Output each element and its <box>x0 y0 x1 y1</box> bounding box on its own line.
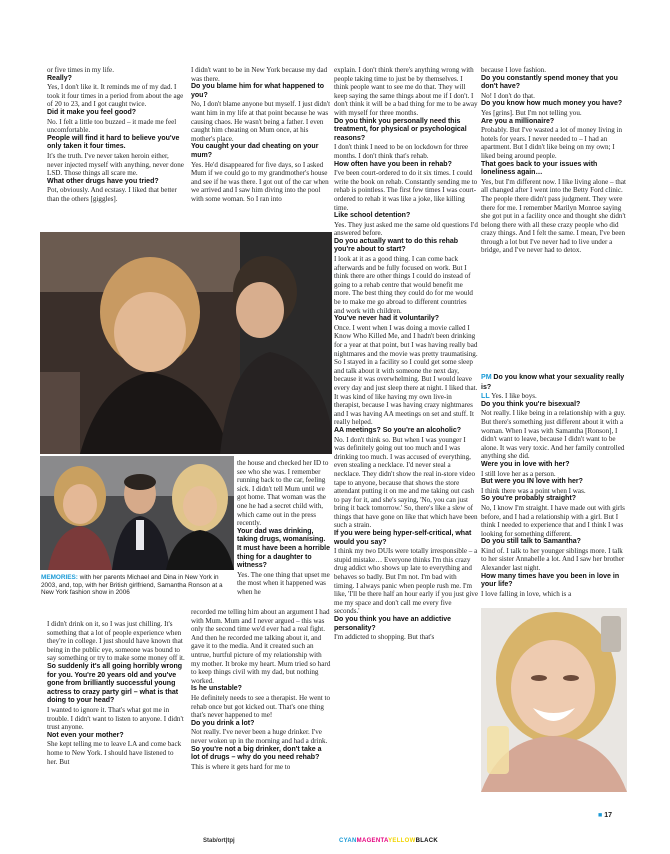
interview-question: Not even your mother? <box>47 731 124 739</box>
interview-question: AA meetings? So you're an alcoholic? <box>334 426 462 434</box>
caption-text: with her parents Michael and Dina in New York in 2003, and, top, with her British girlfriend, Samantha Ronson at a New York fashion show in 2006 <box>41 574 223 597</box>
speaker-initials: LL <box>481 392 490 401</box>
footer-cyan: CYAN <box>339 838 357 844</box>
interview-question: People will find it hard to believe you've only taken it four times. <box>47 134 180 151</box>
interview-answer: It's the truth. I've never taken heroin either, never injected myself with anything, never done LSD. Those things all scare me. <box>47 151 184 178</box>
interview-question: But were you IN love with her? <box>481 478 583 486</box>
interview-answer: or five times in my life. <box>47 66 114 74</box>
interview-answer: Not really. I like being in a relationship with a guy. But there's something just different about it with a woman. When I was with Samantha [Ronson], I didn't want to leave, because I didn't want to be alone. It was very toxic. And her family controlled anything she did. <box>481 409 626 461</box>
speaker-initials: PM <box>481 373 492 381</box>
interview-answer: Yes [grins]. But I'm not telling you. <box>481 108 582 117</box>
footer-slug <box>203 838 235 844</box>
interview-question: You caught your dad cheating on your mum? <box>191 143 319 159</box>
footer-yellow: YELLOW <box>388 838 416 844</box>
article-column-1-top <box>47 66 185 204</box>
interview-answer: I've been court-ordered to do it six times. I could write the book on rehab. Constantly sending me to rehab is pointless. The first few times I was court-ordered to rehab it was like a joke, like killing time. <box>334 169 478 212</box>
interview-answer: Pot, obviously. And ecstasy. I liked that better than the others [giggles]. <box>47 186 177 203</box>
interview-question: Do you constantly spend money that you don't have? <box>481 74 618 91</box>
interview-answer: I wanted to ignore it. That's what got me in trouble. I didn't want to listen to anyone. I didn't trust anyone. <box>47 705 184 732</box>
interview-answer: Yes. He'd disappeared for five days, so I asked Mum if we could go to my grandmother's house and see if he was there. I got out of the car when we arrived and I saw him diving into the pool with some woman. So I ran into <box>191 160 329 203</box>
interview-answer: Yes. They just asked me the same old questions I'd answered before. <box>334 220 478 238</box>
footer-cmyk <box>339 838 438 844</box>
interview-answer: He definitely needs to see a therapist. He went to rehab once but got kicked out. That's one thing that's never happened to me! <box>191 693 331 720</box>
interview-answer: Once. I went when I was doing a movie called I Know Who Killed Me, and I hadn't been drinking for a year at that point, but I was having really bad nightmares and the movie was pretty traumatising. So I stayed in a facility so I could get some sleep and talk about it with someone the next day, because it was overwhelming. But I would leave every day and just sleep there at night. I liked that. It was kind of like having my own live-in therapist, because I was having crazy nightmares and I was having AA meetings on set and stuff. It really helped. <box>334 323 478 427</box>
interview-answer: Yes, I don't like it. It reminds me of my dad. I took it four times in a period from about the age of 20 to 23, and I got caught twice. <box>47 83 184 109</box>
interview-question: Is he unstable? <box>191 685 242 693</box>
interviewee-answer <box>481 392 627 401</box>
interview-question: Were you in love with her? <box>481 460 570 468</box>
interview-question: What other drugs have you tried? <box>47 177 159 185</box>
photo-family <box>40 456 234 570</box>
photo-fashion-show-image <box>40 232 332 454</box>
interview-question: Do you still talk to Samantha? <box>481 538 581 546</box>
interview-question: So you're probably straight? <box>481 495 577 503</box>
interviewer-question <box>481 373 627 392</box>
interview-answer: This is where it gets hard for me to <box>191 762 291 771</box>
interview-question: Do you actually want to do this rehab you're about to start? <box>334 237 459 254</box>
interview-question: If you were being hyper-self-critical, what would you say? <box>334 530 472 546</box>
article-column-3 <box>334 66 478 642</box>
interview-question: Do you think you personally need this treatment, for physical or psychological reasons? <box>334 117 467 142</box>
interview-answer: Yes, but I'm different now. I like living alone – that all changed after I went into the Betty Ford clinic. The people there didn't pass judgment. They were there for me. I remember Marilyn Monroe saying she got put in a facility once and thought she didn't belong there with all these crazy people who did crazy things. And I felt the same. I mean, I've been through a lot but I've never had to live under a bridge, and I've never had to detox. <box>481 177 626 255</box>
interview-question: Do you drink a lot? <box>191 719 255 727</box>
photo-fashion-show <box>40 232 332 454</box>
photo-laughing-image <box>481 608 627 792</box>
footer-slug-text: Stab/ort|tpj <box>203 838 235 844</box>
caption-label: MEMORIES: <box>41 574 78 581</box>
interview-answer: I think my two DUIs were totally irresponsible – a stupid mistake… Everyone thinks I'm this crazy drug addict who shows up late to everything and behaves so badly. But I'm not. I'm bad with timing. I always panic when people rush me. I'm like, 'I'll be there half an hour early if you just give me my space and don't call me every five seconds.' <box>334 547 478 616</box>
speaker-text: Yes. I like boys. <box>491 392 537 401</box>
article-column-2-top <box>191 66 331 204</box>
footer-black: BLACK <box>415 838 439 844</box>
interview-answer: because I love fashion. <box>481 66 547 74</box>
interview-answer: the house and checked her ID to see who she was. I remember running back to the car, feeling sick. I didn't tell Mum until we got home. That woman was the one he had a secret child with, which came out in the press recently. <box>237 459 329 528</box>
interview-answer: No. I felt a little too buzzed – it made me feel uncomfortable. <box>47 117 177 135</box>
interview-answer: No. I don't think so. But when I was younger I was definitely going out too much and I was drinking too much. I was accused of everything, even stealing a necklace. I'd never steal a necklace. They didn't show the real in-store video tape to anyone, because that shows the store attendant putting it on me and me taking out cash to pay for it, and she's saying, 'No, you can just bring it back tomorrow.' So, there's like a slew of things that have gone on like that which have been such a strain. <box>334 435 478 530</box>
interview-question: Do you know how much money you have? <box>481 100 623 108</box>
photo-family-image <box>40 456 234 570</box>
interview-answer: I don't think I need to be on lockdown for three months. I don't think that's rehab. <box>334 143 469 160</box>
interview-question: Are you a millionaire? <box>481 117 555 125</box>
interview-answer: I look at it as a good thing. I can come back afterwards and be fully focused on work. But I think there are other things I could do instead of going to a rehab centre that would benefit me more. The best thing they could do for me would be to make me go abroad to different countries and work with children. <box>334 255 473 315</box>
page-number <box>598 812 612 819</box>
interview-question: How often have you been in rehab? <box>334 160 452 168</box>
interview-question: Do you think you have an addictive personality? <box>334 616 452 632</box>
interview-answer: I'm addicted to shopping. But that's <box>334 633 435 642</box>
interview-answer: explain. I don't think there's anything wrong with people taking time to just be by themselves. I think people want to see me do that. They will keep saying the same things about me if I don't. I don't think it will be a bad thing for me to be away with myself for three months. <box>334 66 478 117</box>
interview-question: So suddenly it's all going horribly wrong for you. You're 20 years old and you've gone from brilliantly successful young actress to crazy party girl – what is that doing to your head? <box>47 662 183 705</box>
interview-answer: No! I don't do that. <box>481 91 535 100</box>
interview-question: Do you think you're bisexual? <box>481 400 581 408</box>
interview-answer: She kept telling me to leave LA and come back home to New York. I should have listened to her. But <box>47 740 182 766</box>
page-number-text: 17 <box>604 812 612 819</box>
interview-answer: No, I don't blame anyone but myself. I just didn't want him in my life at that point because he was causing chaos. He wasn't being a father. I even caught him cheating on Mum once, at his mother's place. <box>191 100 331 143</box>
interview-question: Do you blame him for what happened to you? <box>191 83 325 99</box>
interview-question: So you're not a big drinker, don't take a lot of drugs – why do you need rehab? <box>191 745 322 762</box>
interview-answer: Kind of. I talk to her younger siblings more. I talk to her sister Annabelle a lot. And I saw her brother Alexander last night. <box>481 546 625 573</box>
article-column-1-bottom <box>47 620 185 766</box>
interview-question: How many times have you been in love in your life? <box>481 572 620 589</box>
article-column-2-mid <box>237 459 331 597</box>
photo-laughing <box>481 608 627 792</box>
interview-answer: I think there was a point when I was. <box>481 486 586 495</box>
article-column-4-top <box>481 66 627 255</box>
interview-question: You've never had it voluntarily? <box>334 315 440 323</box>
footer-magenta: MAGENTA <box>356 838 389 844</box>
page-bullet: ■ <box>598 812 603 819</box>
interview-question: That goes back to your issues with loneliness again… <box>481 160 598 177</box>
interview-answer: I love falling in love, which is a <box>481 589 572 598</box>
interview-answer: I didn't drink on it, so I was just chilling. It's something that a lot of people experience when they're in college. I just should have known that being in the public eye, someone was bound to say something or try to make some money off it. <box>47 620 185 663</box>
interview-question: Like school detention? <box>334 212 411 220</box>
interview-question: Your dad was drinking, taking drugs, womanising. It must have been a horrible thing for a daughter to witness? <box>237 527 330 570</box>
interview-answer: No, I know I'm straight. I have made out with girls before, and I had a relationship with a girl. But I think I needed to experience that and I think I was looking for something different. <box>481 503 625 538</box>
interview-answer: Not really. I've never been a huge drinker. I've never woken up in the morning and had a drink. <box>191 728 328 745</box>
speaker-text: Do you know what your sexuality really is? <box>481 374 625 391</box>
interview-question: Did it make you feel good? <box>47 108 137 116</box>
interview-question: Really? <box>47 74 72 82</box>
interview-answer: I still love her as a person. <box>481 469 556 478</box>
interview-answer: recorded me telling him about an argument I had with Mum. Mum and I never argued – this was only the second time we'd ever had a real fight. And then he recorded me talking about it, and gave it to the media. And it created such an untrue, hurtful picture of my relationship with my mother. It broke my heart. Mum tried so hard to keep things civil with my dad, but nothing worked. <box>191 608 331 685</box>
interview-answer: Probably. But I've wasted a lot of money living in hotels for years. I never needed to – I had an apartment. But I didn't like being on my own; I liked being around people. <box>481 126 623 160</box>
article-column-2-bottom <box>191 608 331 771</box>
interview-answer: I didn't want to be in New York because my dad was there. <box>191 66 328 83</box>
interview-answer: Yes. The one thing that upset me the most when it happened was when he <box>237 570 330 596</box>
article-column-4-sexuality <box>481 373 627 598</box>
photo-caption <box>41 574 233 597</box>
